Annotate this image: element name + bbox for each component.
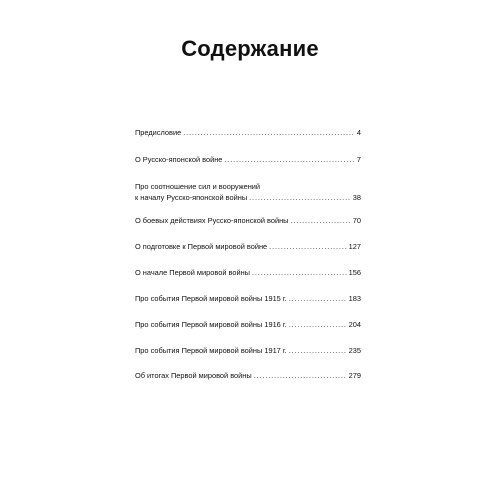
toc-entry bbox=[135, 293, 361, 304]
toc-entry bbox=[135, 154, 361, 165]
toc-entry-title: Об итогах Первой мировой войны bbox=[135, 371, 252, 380]
toc-leader-dots bbox=[183, 127, 355, 138]
toc-leader-dots bbox=[249, 192, 351, 203]
toc-entry-title: Про события Первой мировой войны 1916 г. bbox=[135, 320, 287, 329]
toc-entry bbox=[135, 370, 361, 381]
toc-entry-title: Про события Первой мировой войны 1917 г. bbox=[135, 346, 287, 355]
toc-entry bbox=[135, 267, 361, 278]
toc-entry bbox=[135, 215, 361, 226]
toc-leader-dots bbox=[290, 215, 350, 226]
toc-entry bbox=[135, 241, 361, 252]
toc-entry bbox=[135, 127, 361, 138]
toc-entry-page: 235 bbox=[348, 346, 361, 355]
toc-leader-dots bbox=[252, 267, 347, 278]
toc-entry bbox=[135, 319, 361, 330]
toc-leader-dots bbox=[269, 241, 346, 252]
toc-entry-page: 70 bbox=[352, 216, 361, 225]
toc-entry-page: 127 bbox=[348, 242, 361, 251]
toc-entry-title: О боевых действиях Русско-японской войны bbox=[135, 216, 289, 225]
toc-leader-dots bbox=[224, 154, 354, 165]
toc-entry-title-line2: к началу Русско-японской войны bbox=[135, 193, 248, 202]
toc-leader-dots bbox=[254, 370, 347, 381]
toc-entry-page: 183 bbox=[348, 294, 361, 303]
toc-leader-dots bbox=[289, 293, 347, 304]
toc-entry-page: 7 bbox=[356, 155, 361, 164]
toc-leader-dots bbox=[289, 319, 347, 330]
toc-entry-page: 4 bbox=[356, 128, 361, 137]
toc-entry-title: Про события Первой мировой войны 1915 г. bbox=[135, 294, 287, 303]
page-title: Содержание bbox=[181, 36, 319, 61]
toc-entry bbox=[135, 345, 361, 356]
toc-leader-dots bbox=[289, 345, 347, 356]
toc-entry-title: О начале Первой мировой войны bbox=[135, 268, 250, 277]
toc-entry bbox=[135, 181, 361, 203]
toc-entry-page: 156 bbox=[348, 268, 361, 277]
toc-entry-title: О подготовке к Первой мировой войне bbox=[135, 242, 268, 251]
toc-entry-page: 38 bbox=[352, 193, 361, 202]
toc-entry-page: 204 bbox=[348, 320, 361, 329]
toc-entry-title: О Русско-японской войне bbox=[135, 155, 223, 164]
toc-entry-title-line1: Про соотношение сил и вооружений bbox=[135, 182, 261, 191]
toc-entry-title: Предисловие bbox=[135, 128, 182, 137]
toc-entry-page: 279 bbox=[348, 371, 361, 380]
